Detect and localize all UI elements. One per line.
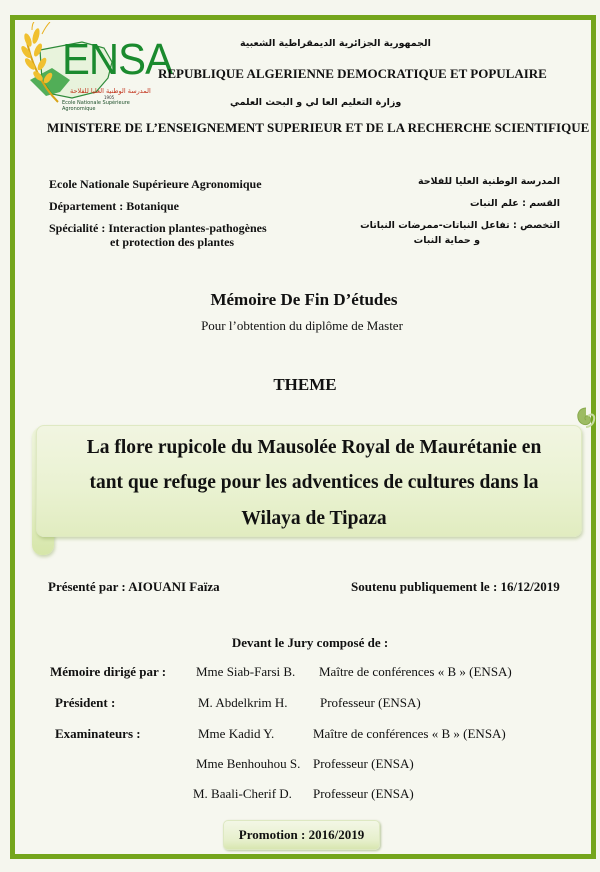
jury-member-name: Mme Kadid Y.: [198, 726, 275, 741]
jury-role-president: [55, 695, 115, 711]
department-ar: القسم : علم النبات: [469, 198, 560, 209]
jury-member-name: Mme Siab-Farsi B.: [196, 664, 296, 679]
jury-member-name: M. Abdelkrim H.: [198, 695, 288, 710]
school-name-ar: المدرسة الوطنية العليا للفلاحة: [417, 176, 560, 187]
theme-label: THEME: [273, 375, 337, 394]
jury-member-name: Mme Benhouhou S.: [196, 756, 301, 771]
speciality-ar-line1: التخصص : تفاعل النباتات-ممرضات النباتات: [360, 220, 560, 231]
logo-year: 1905: [104, 95, 115, 100]
jury-role-president-label: Président :: [55, 695, 116, 710]
speciality-ar-line2: و حماية النبات: [413, 235, 480, 246]
arabic-ministry-heading: وزارة التعليم العا لي و البحث العلمي: [230, 97, 402, 108]
document-purpose: Pour l’obtention du diplôme de Master: [201, 318, 403, 333]
jury-member-name: M. Baali-Cherif D.: [193, 786, 292, 801]
thesis-title-line-1: La flore rupicole du Mausolée Royal de Maurétanie en: [86, 437, 542, 458]
jury-member-title: Professeur (ENSA): [313, 756, 414, 771]
school-name-fr: Ecole Nationale Supérieure Agronomique: [49, 177, 262, 191]
jury-member-title: Maître de conférences « B » (ENSA): [313, 726, 506, 741]
jury-member-title: Professeur (ENSA): [320, 695, 421, 710]
logo-wordmark: ENSA: [62, 35, 173, 84]
jury-role-examiners: Examinateurs :: [55, 726, 141, 741]
department-fr: Département : Botanique: [49, 199, 179, 213]
speciality-fr-line1: Spécialité : Interaction plantes-pathogènes: [49, 221, 267, 235]
defense-date: Soutenu publiquement le : 16/12/2019: [351, 579, 560, 594]
jury-member-title: Professeur (ENSA): [313, 786, 414, 801]
scroll-right-curl-icon: [576, 407, 596, 429]
document-type: Mémoire De Fin D’études: [210, 290, 398, 309]
thesis-title-line-3: Wilaya de Tipaza: [241, 508, 387, 529]
presented-by: Présenté par : AIOUANI Faïza: [48, 579, 220, 594]
arabic-republic-heading: الجمهورية الجزائرية الديمقراطية الشعبية: [240, 38, 431, 49]
promotion-badge: Promotion : 2016/2019: [223, 820, 380, 850]
french-republic-heading: REPUBLIQUE ALGERIENNE DEMOCRATIQUE ET POPULAIRE: [158, 66, 547, 81]
jury-heading: Devant le Jury composé de :: [231, 635, 389, 650]
ensa-logo: [12, 22, 173, 112]
jury-role-supervisor: Mémoire dirigé par :: [50, 664, 167, 679]
french-ministry-heading: MINISTERE DE L’ENSEIGNEMENT SUPERIEUR ET DE LA RECHERCHE SCIENTIFIQUE: [47, 120, 590, 135]
title-scroll-banner: [36, 425, 582, 537]
logo-french-name: Ecole Nationale Supérieure Agronomique: [62, 100, 130, 112]
jury-member-title: Maître de conférences « B » (ENSA): [319, 664, 512, 679]
logo-arabic-name: المدرسة الوطنية العليا للفلاحة: [70, 87, 151, 95]
thesis-title-line-2: tant que refuge pour les adventices de cultures dans la: [89, 472, 539, 493]
speciality-fr-line2: et protection des plantes: [110, 235, 235, 249]
